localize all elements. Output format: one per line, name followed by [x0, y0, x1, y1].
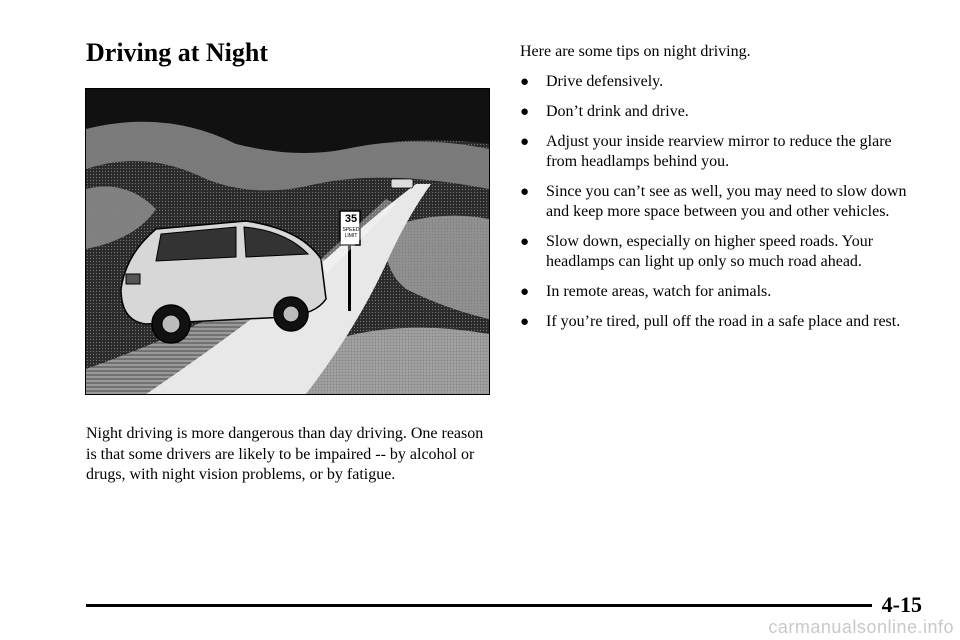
bullet-icon: ●: [520, 184, 530, 200]
page-title: Driving at Night: [86, 38, 268, 67]
tip-text: Since you can’t see as well, you may need to slow down and keep more space between you and other vehicles.: [546, 183, 907, 220]
list-item: [520, 232, 920, 272]
bullet-icon: ●: [520, 284, 530, 300]
speed-sign-number: 35: [344, 213, 358, 225]
tips-intro: Here are some tips on night driving.: [520, 43, 751, 60]
bullet-icon: ●: [520, 314, 530, 330]
tips-list: [520, 72, 920, 332]
bullet-icon: ●: [520, 104, 530, 120]
page-number: 4-15: [881, 592, 922, 617]
tip-text: In remote areas, watch for animals.: [546, 283, 772, 300]
list-item: [520, 182, 920, 222]
watermark: carmanualsonline.info: [768, 617, 954, 637]
list-item: [520, 102, 920, 122]
tip-text: Slow down, especially on higher speed roads. Your headlamps can light up only so much road ahead.: [546, 233, 874, 270]
list-item: [520, 282, 920, 302]
bullet-icon: ●: [520, 234, 530, 250]
tip-text: Adjust your inside rearview mirror to reduce the glare from headlamps behind you.: [546, 133, 892, 170]
footer-rule: [86, 604, 872, 607]
tip-text: Don’t drink and drive.: [546, 103, 689, 120]
list-item: [520, 312, 920, 332]
night-driving-paragraph: Night driving is more dangerous than day driving. One reason is that some drivers are likely to be impaired -- by alcohol or drugs, with night vision problems, or by fatigue.: [86, 425, 484, 483]
bullet-icon: ●: [520, 134, 530, 150]
night-driving-illustration: [85, 88, 490, 395]
tips-column: [520, 42, 920, 342]
tip-text: Drive defensively.: [546, 73, 664, 90]
bullet-icon: ●: [520, 74, 530, 90]
speed-sign-text: SPEED LIMIT: [342, 227, 360, 239]
tip-text: If you’re tired, pull off the road in a safe place and rest.: [546, 313, 901, 330]
list-item: [520, 132, 920, 172]
list-item: [520, 72, 920, 92]
